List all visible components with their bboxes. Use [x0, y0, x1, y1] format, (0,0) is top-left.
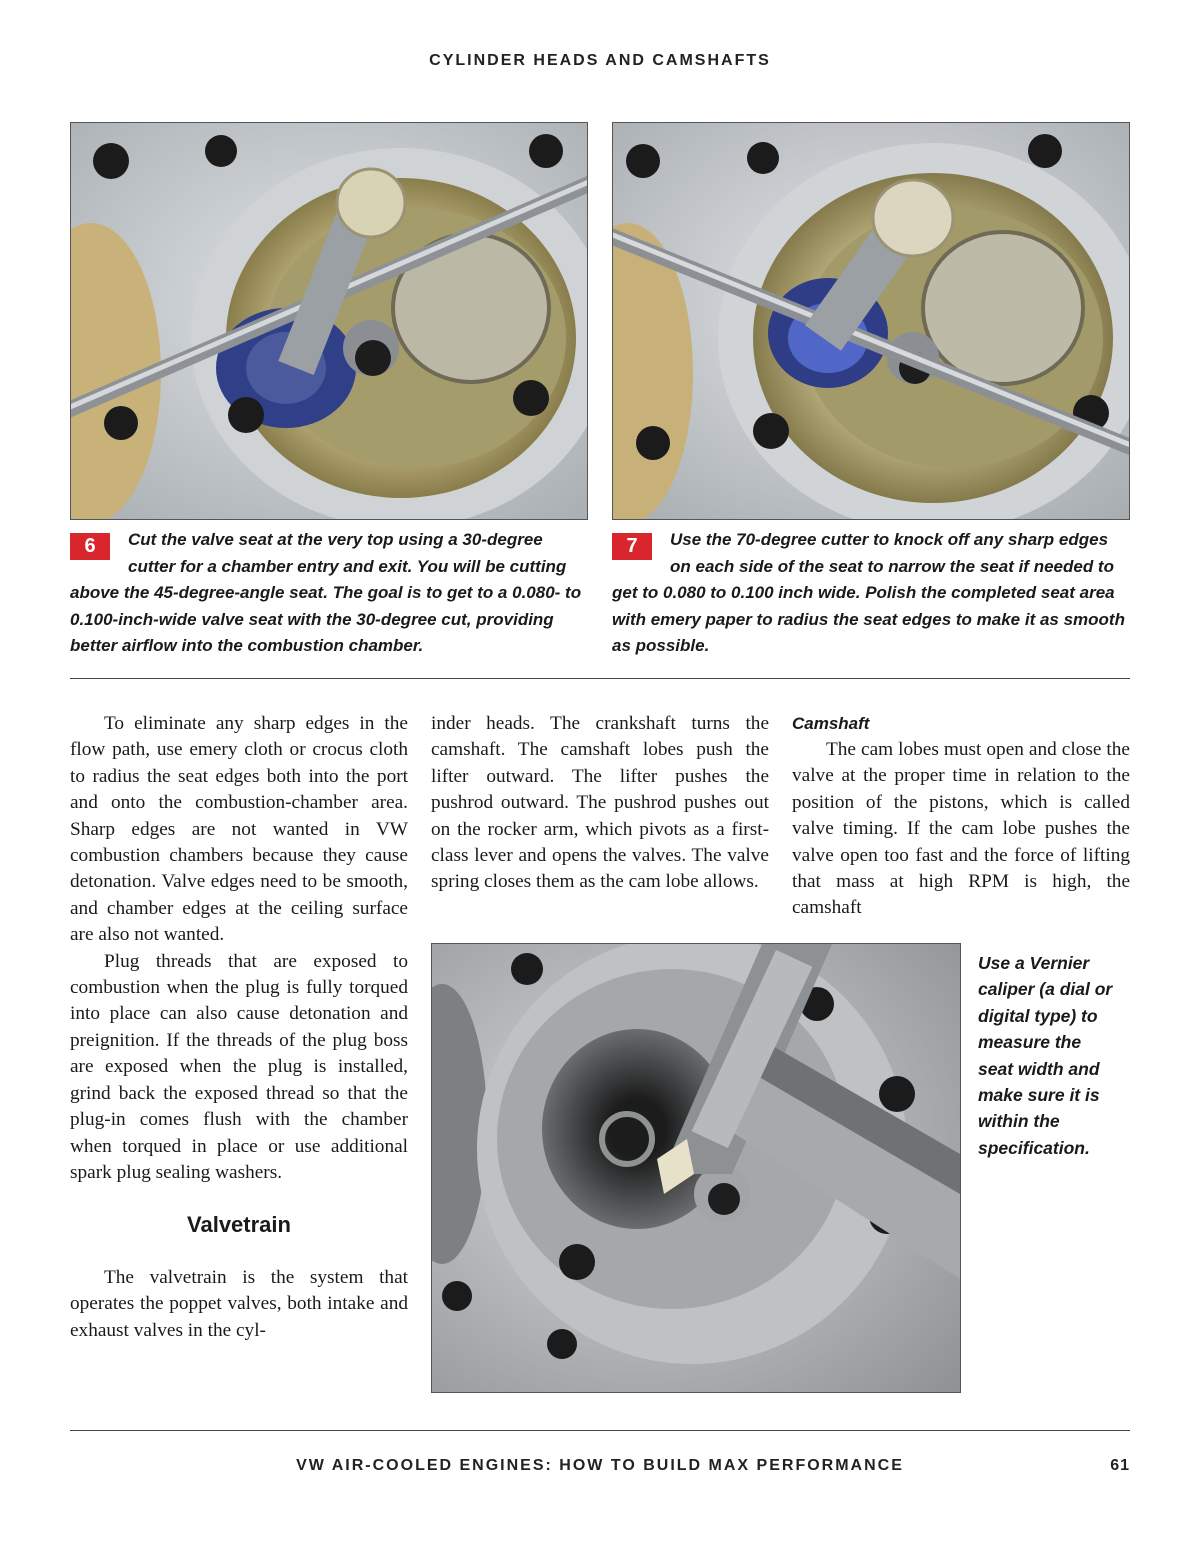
- top-divider: [70, 678, 1130, 679]
- section-heading-valvetrain: Valvetrain: [187, 1212, 291, 1238]
- figure-6-caption-text: Cut the valve seat at the very top using a 30-degree cutter for a chamber entry and exit. You will be cutting above the 45-degree-angle seat. The goal is to get to a 0.080- to 0.100-inch-wide valve seat with the 30-degree cut, providing better airflow into the combustion chamber.: [70, 530, 582, 655]
- paragraph-valvetrain: The valvetrain is the system that operates the poppet valves, both intake and exhaust valves in the cyl-: [70, 1266, 408, 1341]
- paragraph-sharp-edges: To eliminate any sharp edges in the flow path, use emery cloth or crocus cloth to radius the seat edges both into the port and onto the combustion-chamber area. Sharp edges are not wanted in VW combustion chambers because they cause detonation. Valve edges need to be smooth, and chamber edges at the ceiling surface are also not wanted.: [70, 713, 408, 946]
- figure-7-badge: 7: [612, 533, 652, 560]
- page-number: 61: [1110, 1457, 1130, 1474]
- figure-6-caption: [70, 527, 588, 660]
- caliper-caption: Use a Vernier caliper (a dial or digital type) to measure the seat width and make sure it is within the specification.: [978, 953, 1113, 1158]
- photo-valve-seat-30-degree-cut: [70, 122, 588, 520]
- paragraph-camshaft: The cam lobes must open and close the valve at the proper time in relation to the position of the pistons, which is called valve timing. If the cam lobe pushes the valve open too fast and the force of lifting that mass at high RPM is high, the camshaft: [792, 739, 1130, 919]
- paragraph-plug-threads: Plug threads that are exposed to combustion when the plug is fully torqued into place can also cause detonation and preignition. If the threads of the plug boss are exposed when the plug is installed, grind back the exposed thread so that the plug-in comes flush with the chamber when torqued in place or use additional spark plug sealing washers.: [70, 950, 408, 1183]
- body-column-1: [70, 711, 408, 1344]
- figure-7-caption-text: Use the 70-degree cutter to knock off any sharp edges on each side of the seat to narrow the seat if needed to get to 0.080 to 0.100 inch wide. Polish the completed seat area with emery paper to radius the seat edges to make it as smooth as possible.: [612, 530, 1125, 655]
- figure-7-caption: [612, 527, 1132, 660]
- photo-vernier-caliper: [431, 943, 961, 1393]
- paragraph-valvetrain-continued: inder heads. The crankshaft turns the camshaft. The camshaft lobes push the lifter outward. The lifter pushes the pushrod outward. The pushrod pushes out on the rocker arm, which pivots as a first-class lever and opens the valves. The valve spring closes them as the cam lobe allows.: [431, 713, 769, 893]
- figure-6-badge: 6: [70, 533, 110, 560]
- footer-book-title: VW AIR-COOLED ENGINES: HOW TO BUILD MAX PERFORMANCE: [296, 1457, 904, 1474]
- subheading-camshaft: Camshaft: [792, 714, 870, 733]
- bottom-divider: [70, 1430, 1130, 1431]
- body-column-2: [431, 711, 769, 896]
- running-head: CYLINDER HEADS AND CAMSHAFTS: [429, 52, 771, 69]
- body-column-3: [792, 711, 1130, 922]
- photo-valve-seat-70-degree-cut: [612, 122, 1130, 520]
